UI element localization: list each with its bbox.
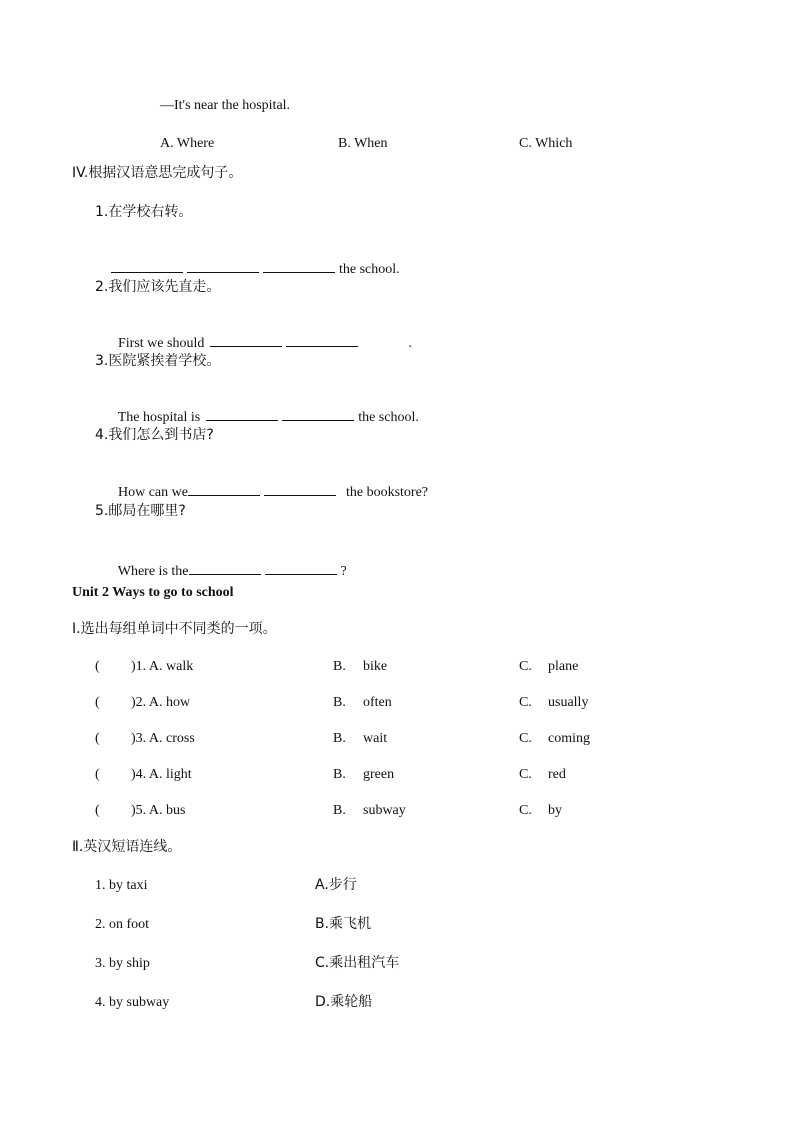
section4-item4-cn: 4.我们怎么到书店? [95, 427, 214, 443]
choice-c-label: C. [519, 767, 532, 782]
answer-blank[interactable] [286, 334, 358, 347]
section4-item1-en [104, 242, 400, 279]
sentence-text: Where is the [117, 564, 189, 579]
choice-c: red [548, 767, 566, 782]
match-en[interactable]: 4. by subway [95, 995, 170, 1010]
choice-c-label: C. [519, 731, 532, 746]
match-cn[interactable]: D.乘轮船 [315, 994, 373, 1010]
choice-paren[interactable]: ( [95, 731, 100, 746]
sentence-text: the school. [358, 410, 419, 425]
choice-c: by [548, 803, 562, 818]
section4-item2-en [111, 316, 412, 353]
section4-title: IV.根据汉语意思完成句子。 [72, 165, 243, 181]
sentence-text: . [408, 336, 412, 351]
option-a: A. Where [160, 136, 215, 151]
answer-blank[interactable] [187, 260, 259, 273]
unit-title: Unit 2 Ways to go to school [72, 585, 234, 600]
section4-item5-en [111, 544, 347, 581]
choice-b: subway [363, 803, 406, 818]
choice-paren[interactable]: ( [95, 659, 100, 674]
answer-blank[interactable] [189, 562, 261, 575]
sentence-text: the bookstore? [345, 485, 429, 500]
choice-number: )4. A. light [131, 767, 192, 782]
choice-b-label: B. [333, 767, 346, 782]
sentence-text: the school. [339, 262, 400, 277]
choice-c: plane [548, 659, 579, 674]
answer-blank[interactable] [264, 483, 336, 496]
choice-c-label: C. [519, 803, 532, 818]
sentence-text: ? [340, 564, 347, 579]
answer-blank[interactable] [111, 260, 183, 273]
answer-blank[interactable] [210, 334, 282, 347]
option-c: C. Which [519, 136, 573, 151]
answer-blank[interactable] [188, 483, 260, 496]
section4-item3-cn: 3.医院紧挨着学校。 [95, 353, 221, 369]
choice-b-label: B. [333, 803, 346, 818]
answer-line: —It's near the hospital. [160, 98, 291, 113]
match-en[interactable]: 1. by taxi [95, 878, 148, 893]
choice-paren[interactable]: ( [95, 767, 100, 782]
section4-item4-en [111, 465, 428, 502]
sentence-text: How can we [118, 485, 188, 500]
choice-number: )1. A. walk [131, 659, 194, 674]
sentence-text: The hospital is [117, 410, 201, 425]
answer-blank[interactable] [265, 562, 337, 575]
choice-c-label: C. [519, 695, 532, 710]
match-cn[interactable]: C.乘出租汽车 [315, 955, 400, 971]
choice-b: bike [363, 659, 388, 674]
section2-title: Ⅱ.英汉短语连线。 [72, 839, 182, 855]
choice-b: wait [363, 731, 388, 746]
match-en[interactable]: 2. on foot [95, 917, 150, 932]
choice-b: green [363, 767, 395, 782]
sentence-text: First we should [118, 336, 205, 351]
choice-b-label: B. [333, 659, 346, 674]
section4-item3-en [111, 390, 419, 427]
choice-number: )2. A. how [131, 695, 191, 710]
section1-title: Ⅰ.选出每组单词中不同类的一项。 [72, 621, 277, 637]
choice-paren[interactable]: ( [95, 803, 100, 818]
choice-number: )5. A. bus [131, 803, 186, 818]
choice-c: usually [548, 695, 589, 710]
match-en[interactable]: 3. by ship [95, 956, 150, 971]
answer-blank[interactable] [206, 408, 278, 421]
choice-b-label: B. [333, 695, 346, 710]
answer-blank[interactable] [263, 260, 335, 273]
match-cn[interactable]: A.步行 [315, 877, 357, 893]
choice-paren[interactable]: ( [95, 695, 100, 710]
answer-blank[interactable] [282, 408, 354, 421]
section4-item1-cn: 1.在学校右转。 [95, 204, 193, 220]
section4-item2-cn: 2.我们应该先直走。 [95, 279, 221, 295]
choice-c: coming [548, 731, 590, 746]
choice-b: often [363, 695, 392, 710]
choice-number: )3. A. cross [131, 731, 195, 746]
section4-item5-cn: 5.邮局在哪里? [95, 503, 186, 519]
option-b: B. When [338, 136, 388, 151]
choice-b-label: B. [333, 731, 346, 746]
match-cn[interactable]: B.乘飞机 [315, 916, 372, 932]
choice-c-label: C. [519, 659, 532, 674]
